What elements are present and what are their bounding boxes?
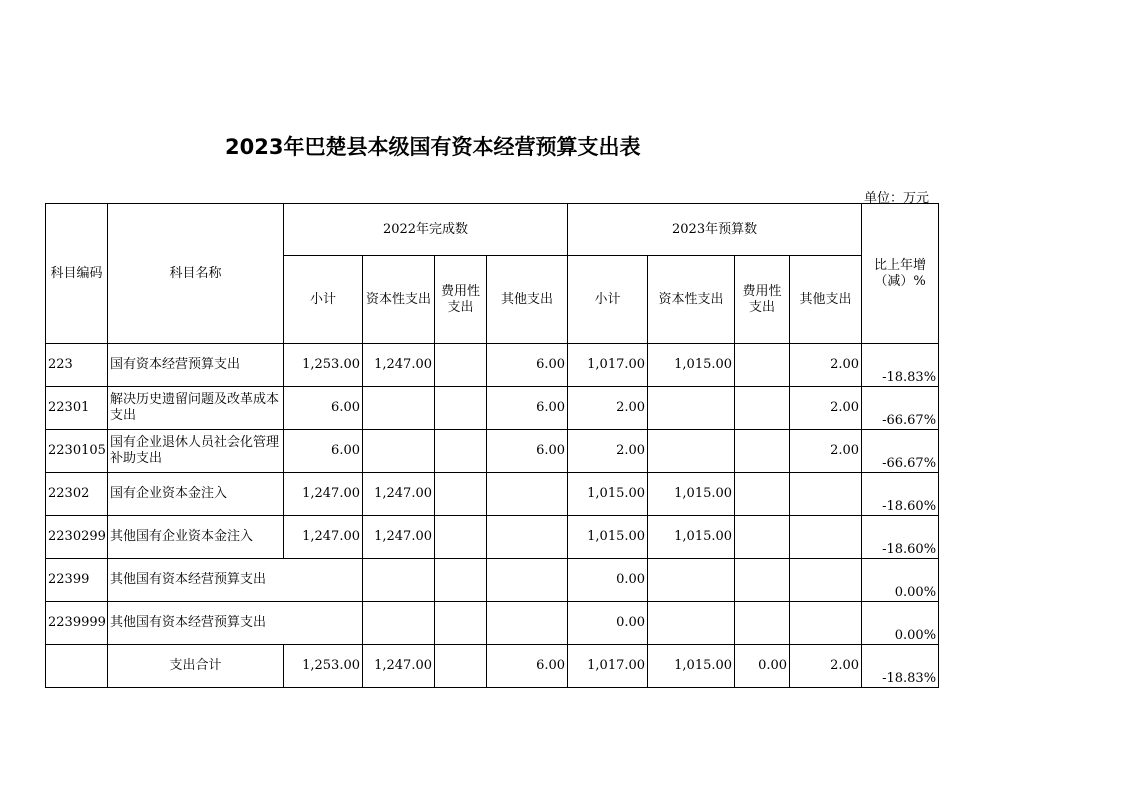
cell-change: -18.83% [862,344,939,387]
table-row [46,516,939,559]
cell-2022-capital [363,430,435,473]
cell-name: 国有资本经营预算支出 [108,344,284,387]
header-2022-capital: 资本性支出 [363,256,435,344]
header-change: 比上年增（减）% [862,204,939,344]
total-2022-other: 6.00 [487,645,568,688]
cell-2022-expense [435,430,487,473]
cell-2022-expense [435,602,487,645]
cell-2022-expense [435,473,487,516]
cell-change: -66.67% [862,387,939,430]
cell-2023-expense [735,602,790,645]
total-2023-capital: 1,015.00 [648,645,735,688]
cell-code: 22301 [46,387,108,430]
total-2023-expense: 0.00 [735,645,790,688]
cell-2022-expense [435,559,487,602]
cell-2022-capital: 1,247.00 [363,344,435,387]
cell-change: -66.67% [862,430,939,473]
header-2023-expense: 费用性支出 [735,256,790,344]
cell-name: 国有企业退休人员社会化管理补助支出 [108,430,284,473]
cell-2022-other: 6.00 [487,387,568,430]
total-2023-subtotal: 1,017.00 [568,645,648,688]
header-group-2022: 2022年完成数 [284,204,568,256]
cell-2023-subtotal: 2.00 [568,430,648,473]
cell-code: 2230299 [46,516,108,559]
cell-2023-capital: 1,015.00 [648,516,735,559]
cell-2023-expense [735,430,790,473]
total-2022-subtotal: 1,253.00 [284,645,363,688]
cell-2023-other: 2.00 [790,387,862,430]
cell-2023-capital: 1,015.00 [648,473,735,516]
cell-2023-other [790,516,862,559]
cell-2022-subtotal: 1,247.00 [284,473,363,516]
header-code: 科目编码 [46,204,108,344]
table-row [46,473,939,516]
table-row [46,559,939,602]
cell-2022-subtotal: 1,247.00 [284,516,363,559]
total-row [46,645,939,688]
table-row [46,387,939,430]
cell-2023-capital [648,387,735,430]
cell-2023-other: 2.00 [790,344,862,387]
cell-2022-other: 6.00 [487,430,568,473]
cell-change: -18.60% [862,516,939,559]
cell-2022-subtotal: 1,253.00 [284,344,363,387]
cell-code: 223 [46,344,108,387]
cell-name: 国有企业资本金注入 [108,473,284,516]
cell-2023-expense [735,387,790,430]
cell-2022-expense [435,516,487,559]
header-2022-subtotal: 小计 [284,256,363,344]
cell-2022-other [487,473,568,516]
cell-2023-capital [648,559,735,602]
header-2022-expense: 费用性支出 [435,256,487,344]
header-name: 科目名称 [108,204,284,344]
cell-2023-subtotal: 2.00 [568,387,648,430]
cell-2023-other: 2.00 [790,430,862,473]
cell-2023-capital [648,602,735,645]
cell-code: 2239999 [46,602,108,645]
cell-change: 0.00% [862,602,939,645]
cell-2023-expense [735,516,790,559]
header-2022-other: 其他支出 [487,256,568,344]
total-label: 支出合计 [108,645,284,688]
cell-name: 其他国有企业资本金注入 [108,516,284,559]
cell-2022-capital: 1,247.00 [363,473,435,516]
cell-2023-capital: 1,015.00 [648,344,735,387]
header-2023-capital: 资本性支出 [648,256,735,344]
cell-2023-subtotal: 1,017.00 [568,344,648,387]
cell-2023-capital [648,430,735,473]
cell-2022-other [487,559,568,602]
cell-2022-other: 6.00 [487,344,568,387]
budget-table [45,203,939,688]
header-group-2023: 2023年预算数 [568,204,862,256]
cell-2023-other [790,602,862,645]
cell-2023-other [790,473,862,516]
cell-2022-subtotal: 6.00 [284,387,363,430]
cell-change: -18.60% [862,473,939,516]
cell-name: 解决历史遗留问题及改革成本支出 [108,387,284,430]
cell-name: 其他国有资本经营预算支出 [108,559,363,602]
cell-2022-other [487,516,568,559]
header-2023-other: 其他支出 [790,256,862,344]
total-2023-other: 2.00 [790,645,862,688]
cell-2022-other [487,602,568,645]
total-2022-expense [435,645,487,688]
cell-code: 22302 [46,473,108,516]
cell-2023-expense [735,344,790,387]
cell-2022-capital: 1,247.00 [363,516,435,559]
header-2023-subtotal: 小计 [568,256,648,344]
cell-2023-expense [735,559,790,602]
unit-label: 单位：万元 [864,191,930,206]
cell-2023-other [790,559,862,602]
cell-2022-capital [363,387,435,430]
cell-code: 2230105 [46,430,108,473]
page-title: 2023年巴楚县本级国有资本经营预算支出表 [225,135,641,159]
cell-2022-capital [363,559,435,602]
table-row [46,602,939,645]
cell-2023-subtotal: 1,015.00 [568,516,648,559]
header-row-1 [46,204,939,256]
cell-2022-expense [435,344,487,387]
table-row [46,344,939,387]
total-change: -18.83% [862,645,939,688]
cell-code: 22399 [46,559,108,602]
cell-name: 其他国有资本经营预算支出 [108,602,363,645]
cell-2022-subtotal: 6.00 [284,430,363,473]
cell-code [46,645,108,688]
cell-2023-subtotal: 0.00 [568,602,648,645]
cell-2022-capital [363,602,435,645]
cell-2023-subtotal: 0.00 [568,559,648,602]
cell-2022-expense [435,387,487,430]
cell-2023-subtotal: 1,015.00 [568,473,648,516]
cell-change: 0.00% [862,559,939,602]
table-row [46,430,939,473]
total-2022-capital: 1,247.00 [363,645,435,688]
cell-2023-expense [735,473,790,516]
